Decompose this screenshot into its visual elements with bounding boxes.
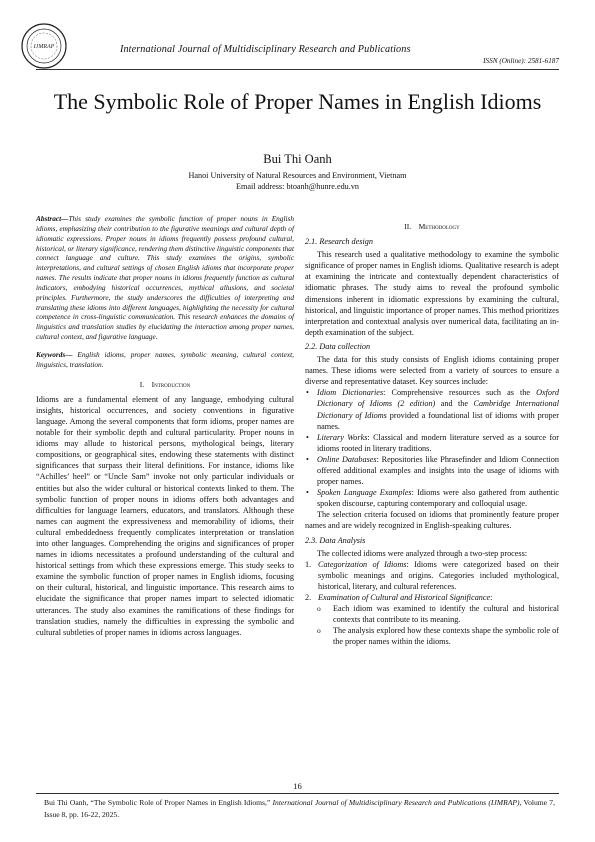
footer-divider	[36, 793, 559, 794]
data-sources-list	[305, 387, 559, 509]
subsection-heading-data-collection: 2.2. Data collection	[305, 341, 371, 351]
section-title: Methodology	[418, 222, 460, 231]
section-number: II.	[404, 222, 412, 231]
header-divider	[36, 69, 559, 70]
issn: ISSN (Online): 2581-6187	[483, 57, 559, 65]
list-item: o Each idiom was examined to identify the cultural and historical contexts that contribute to its meaning.	[333, 603, 559, 625]
list-item: 1. Categorization of Idioms: Idioms were categorized based on their symbolic meanings and origins. Categories included mythological, historical, literary, and cultural references.	[305, 559, 559, 591]
paper-title: The Symbolic Role of Proper Names in English Idioms	[53, 89, 542, 114]
list-item: • Spoken Language Examples: Idioms were also gathered from authentic spoken discourse, capturing contemporary and colloquial usage.	[317, 487, 559, 509]
svg-text:IJMRAP: IJMRAP	[33, 44, 55, 50]
analysis-substeps-list	[305, 603, 559, 647]
list-item: • Online Databases: Repositories like Phrasefinder and Idiom Connection offered additional examples and insights into the usage of idioms with proper names.	[317, 454, 559, 487]
selection-criteria-paragraph: The selection criteria focused on idioms that prominently feature proper names and are widely recognized in English-speaking cultures.	[305, 510, 559, 531]
email-address: Email address: btoanh@hunre.edu.vn	[235, 182, 360, 191]
author-affiliation	[0, 170, 595, 192]
journal-name: International Journal of Multidisciplinary Research and Publications	[120, 44, 411, 55]
research-design-paragraph: This research used a qualitative methodology to examine the symbolic significance of proper names in English idioms. Qualitative research is adept at examining the intricate and contextually dependent characteristics of idiomatic phrases. The study aims to reveal the profound symbolic dimensions inherent in idiomatic expressions by examining the cultural, historical, and linguistic importance of proper names. This method prioritizes interpretation and contextual analysis over numerical data, facilitating an in-depth examination of the subject.	[305, 250, 559, 337]
affiliation: Hanoi University of Natural Resources and Environment, Vietnam	[188, 171, 407, 180]
data-collection-paragraph: The data for this study consists of English idioms containing proper names. These idioms were selected from a variety of sources to ensure a diverse and representative dataset. Key sources include:	[305, 355, 559, 387]
abstract-label: Abstract—	[36, 214, 69, 223]
section-heading-introduction	[36, 379, 294, 390]
section-heading-methodology	[305, 221, 559, 232]
subsection-heading-data-analysis: 2.3. Data Analysis	[305, 535, 366, 545]
citation: Bui Thi Oanh, “The Symbolic Role of Proper Names in English Idioms,” International Journal of Multidisciplinary Research and Publications (IJMRAP), Volume 7, Issue 8, pp. 16-22, 2025.	[44, 798, 555, 819]
list-item: • Literary Works: Classical and modern literature served as a source for idioms rooted in literary traditions.	[317, 432, 559, 454]
analysis-steps-list	[305, 559, 559, 603]
abstract-text: This study examines the symbolic function of proper nouns in English idioms, emphasizing their contribution to the figurative meanings and cultural depth of idiomatic expressions. Proper nouns in idioms frequently possess profound cultural, historical, or literary significance, rendering them distinctive linguistic components that connect language and culture. This study examines the origins, symbolic interpretations, and cultural settings of chosen English idioms that incorporate proper names. The results indicate that proper nouns in idioms frequently function as cultural indicators, embodying historical occurrences, mythical allusions, and societal principles. Furthermore, the study underscores the difficulties of interpreting and translating these idioms into different languages, highlighting the necessity for cultural competence in cross-linguistic communication. This research enhances the domains of linguistics and translation studies by elucidating the interaction among proper names, cultural context, and figurative language.	[36, 214, 294, 342]
page-number: 16	[293, 781, 302, 791]
section-number: I.	[139, 379, 145, 389]
right-column	[305, 214, 559, 647]
left-column	[36, 214, 294, 638]
author-name: Bui Thi Oanh	[263, 152, 332, 166]
section-title: Introduction	[151, 379, 191, 389]
introduction-paragraph: Idioms are a fundamental element of any language, embodying cultural insights, historical occurrences, and society conventions in figurative language. Among the several components that form idioms, proper names are notable for their symbolic depth and cultural particularity. Proper nouns in idioms may allude to historical persons, mythological beings, literary compositions, or geographical sites, endowing these statements with distinct significances that surpass their literal definitions. For instance, idioms like “Achilles’ heel” or “Uncle Sam” invoke not only particular individuals or entities but also the wider cultural or historical contexts linked to them. The symbolic function of proper nouns in idioms offers both advantages and difficulties for language learners, educators, and translators. Although these names can augment the expressiveness and memorability of idioms, their cultural embeddedness frequently complicates interpretation or translation into other languages. Comprehending the origins and significances of proper names in idioms necessitates a profound understanding of the cultural and historical settings from which these expressions emerge. This study seeks to examine the symbolic function of proper names in English idioms, focusing on their cultural, historical, and linguistic importance. This research aims to elucidate the significance that proper names impart to selected idiomatic utterances. The study also examines the ramifications of these findings for translation studies, namely the difficulties in expressing the symbolic and cultural subtleties of proper names in idioms across languages.	[36, 394, 294, 637]
data-analysis-paragraph: The collected idioms were analyzed through a two-step process:	[317, 548, 528, 558]
keywords	[36, 350, 294, 370]
abstract	[36, 214, 294, 342]
keywords-label: Keywords—	[36, 349, 73, 359]
list-item: 2. Examination of Cultural and Historical Significance:	[305, 593, 493, 602]
list-item: o The analysis explored how these contexts shape the symbolic role of the proper names within the idioms.	[333, 625, 559, 647]
list-item: • Idiom Dictionaries: Comprehensive resources such as the Oxford Dictionary of Idioms (2 edition) and the Cambridge International Dictionary of Idioms provided a foundational list of idioms with proper names.	[317, 387, 559, 431]
keywords-text: English idioms, proper names, symbolic meaning, cultural context, linguistics, translation.	[36, 349, 294, 369]
subsection-heading-research-design: 2.1. Research design	[305, 237, 373, 247]
journal-logo	[20, 22, 68, 70]
